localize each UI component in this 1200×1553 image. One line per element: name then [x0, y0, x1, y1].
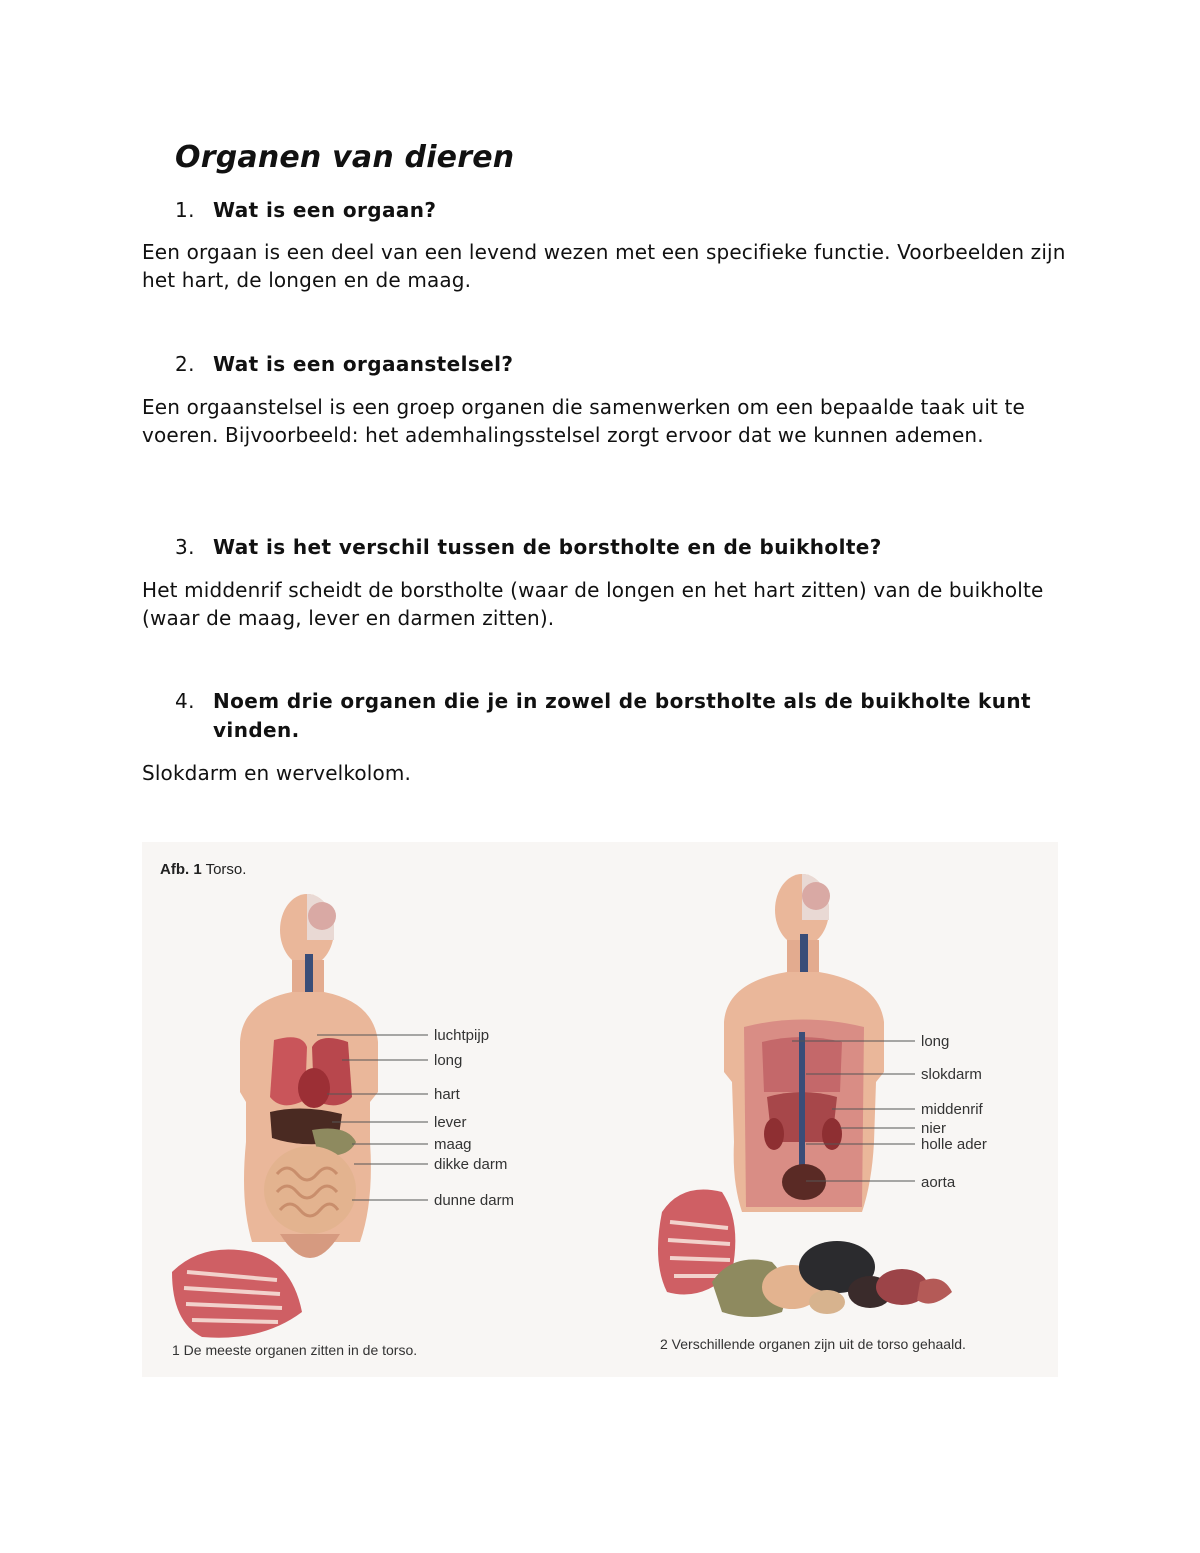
- question-number: 2.: [175, 352, 195, 376]
- question-text: Wat is een orgaan?: [213, 198, 437, 222]
- torso-model-right: [658, 874, 952, 1317]
- question-text: Noem drie organen die je in zowel de borstholte als de buikholte kunt vinden.: [213, 689, 1031, 742]
- label-nier: nier: [921, 1120, 947, 1137]
- question-number: 3.: [175, 535, 195, 559]
- question-1: [175, 196, 1055, 225]
- question-2: [175, 350, 1055, 379]
- question-text: Wat is het verschil tussen de borstholte en de buikholte?: [213, 535, 882, 559]
- label-dikke-darm: dikke darm: [434, 1156, 508, 1173]
- label-hart: hart: [434, 1086, 460, 1103]
- answer-2: Een orgaanstelsel is een groep organen die samenwerken om een bepaalde taak uit te voeren. Bijvoorbeeld: het ademhalingsstelsel zorgt ervoor dat we kunnen ademen.: [142, 395, 1026, 447]
- torso-model-left: [172, 894, 378, 1338]
- answer-1: Een orgaan is een deel van een levend wezen met een specifieke functie. Voorbeelden zijn het hart, de longen en de maag.: [142, 240, 1066, 292]
- figure-title: Torso.: [205, 861, 247, 878]
- question-number: 1.: [175, 198, 195, 222]
- answer-3: Het middenrif scheidt de borstholte (waar de longen en het hart zitten) van de buikholte (waar de maag, lever en darmen zitten).: [142, 578, 1044, 630]
- label-long: long: [434, 1052, 463, 1069]
- question-3: [175, 533, 1055, 562]
- answer-4: Slokdarm en wervelkolom.: [142, 761, 411, 785]
- label-maag: maag: [434, 1136, 472, 1153]
- label-dunne-darm: dunne darm: [434, 1192, 515, 1209]
- label-slokdarm: slokdarm: [921, 1066, 982, 1083]
- torso-illustration: [142, 842, 1058, 1377]
- label-holle-ader: holle ader: [921, 1136, 987, 1153]
- figure-number: Afb. 1: [160, 861, 202, 878]
- caption-left: 1 De meeste organen zitten in de torso.: [172, 1342, 418, 1358]
- question-4: [175, 687, 1055, 745]
- caption-right: 2 Verschillende organen zijn uit de torso gehaald.: [660, 1336, 966, 1352]
- label-middenrif: middenrif: [921, 1101, 983, 1118]
- label-luchtpijp: luchtpijp: [434, 1027, 490, 1044]
- page-title: Organen van dieren: [175, 140, 515, 175]
- svg-text:Afb. 1 Torso.: [160, 861, 246, 878]
- torso-figure: [142, 842, 1058, 1377]
- question-text: Wat is een orgaanstelsel?: [213, 352, 514, 376]
- label-aorta: aorta: [921, 1174, 956, 1191]
- label-long: long: [921, 1033, 950, 1050]
- question-number: 4.: [175, 689, 195, 713]
- label-lever: lever: [434, 1114, 467, 1131]
